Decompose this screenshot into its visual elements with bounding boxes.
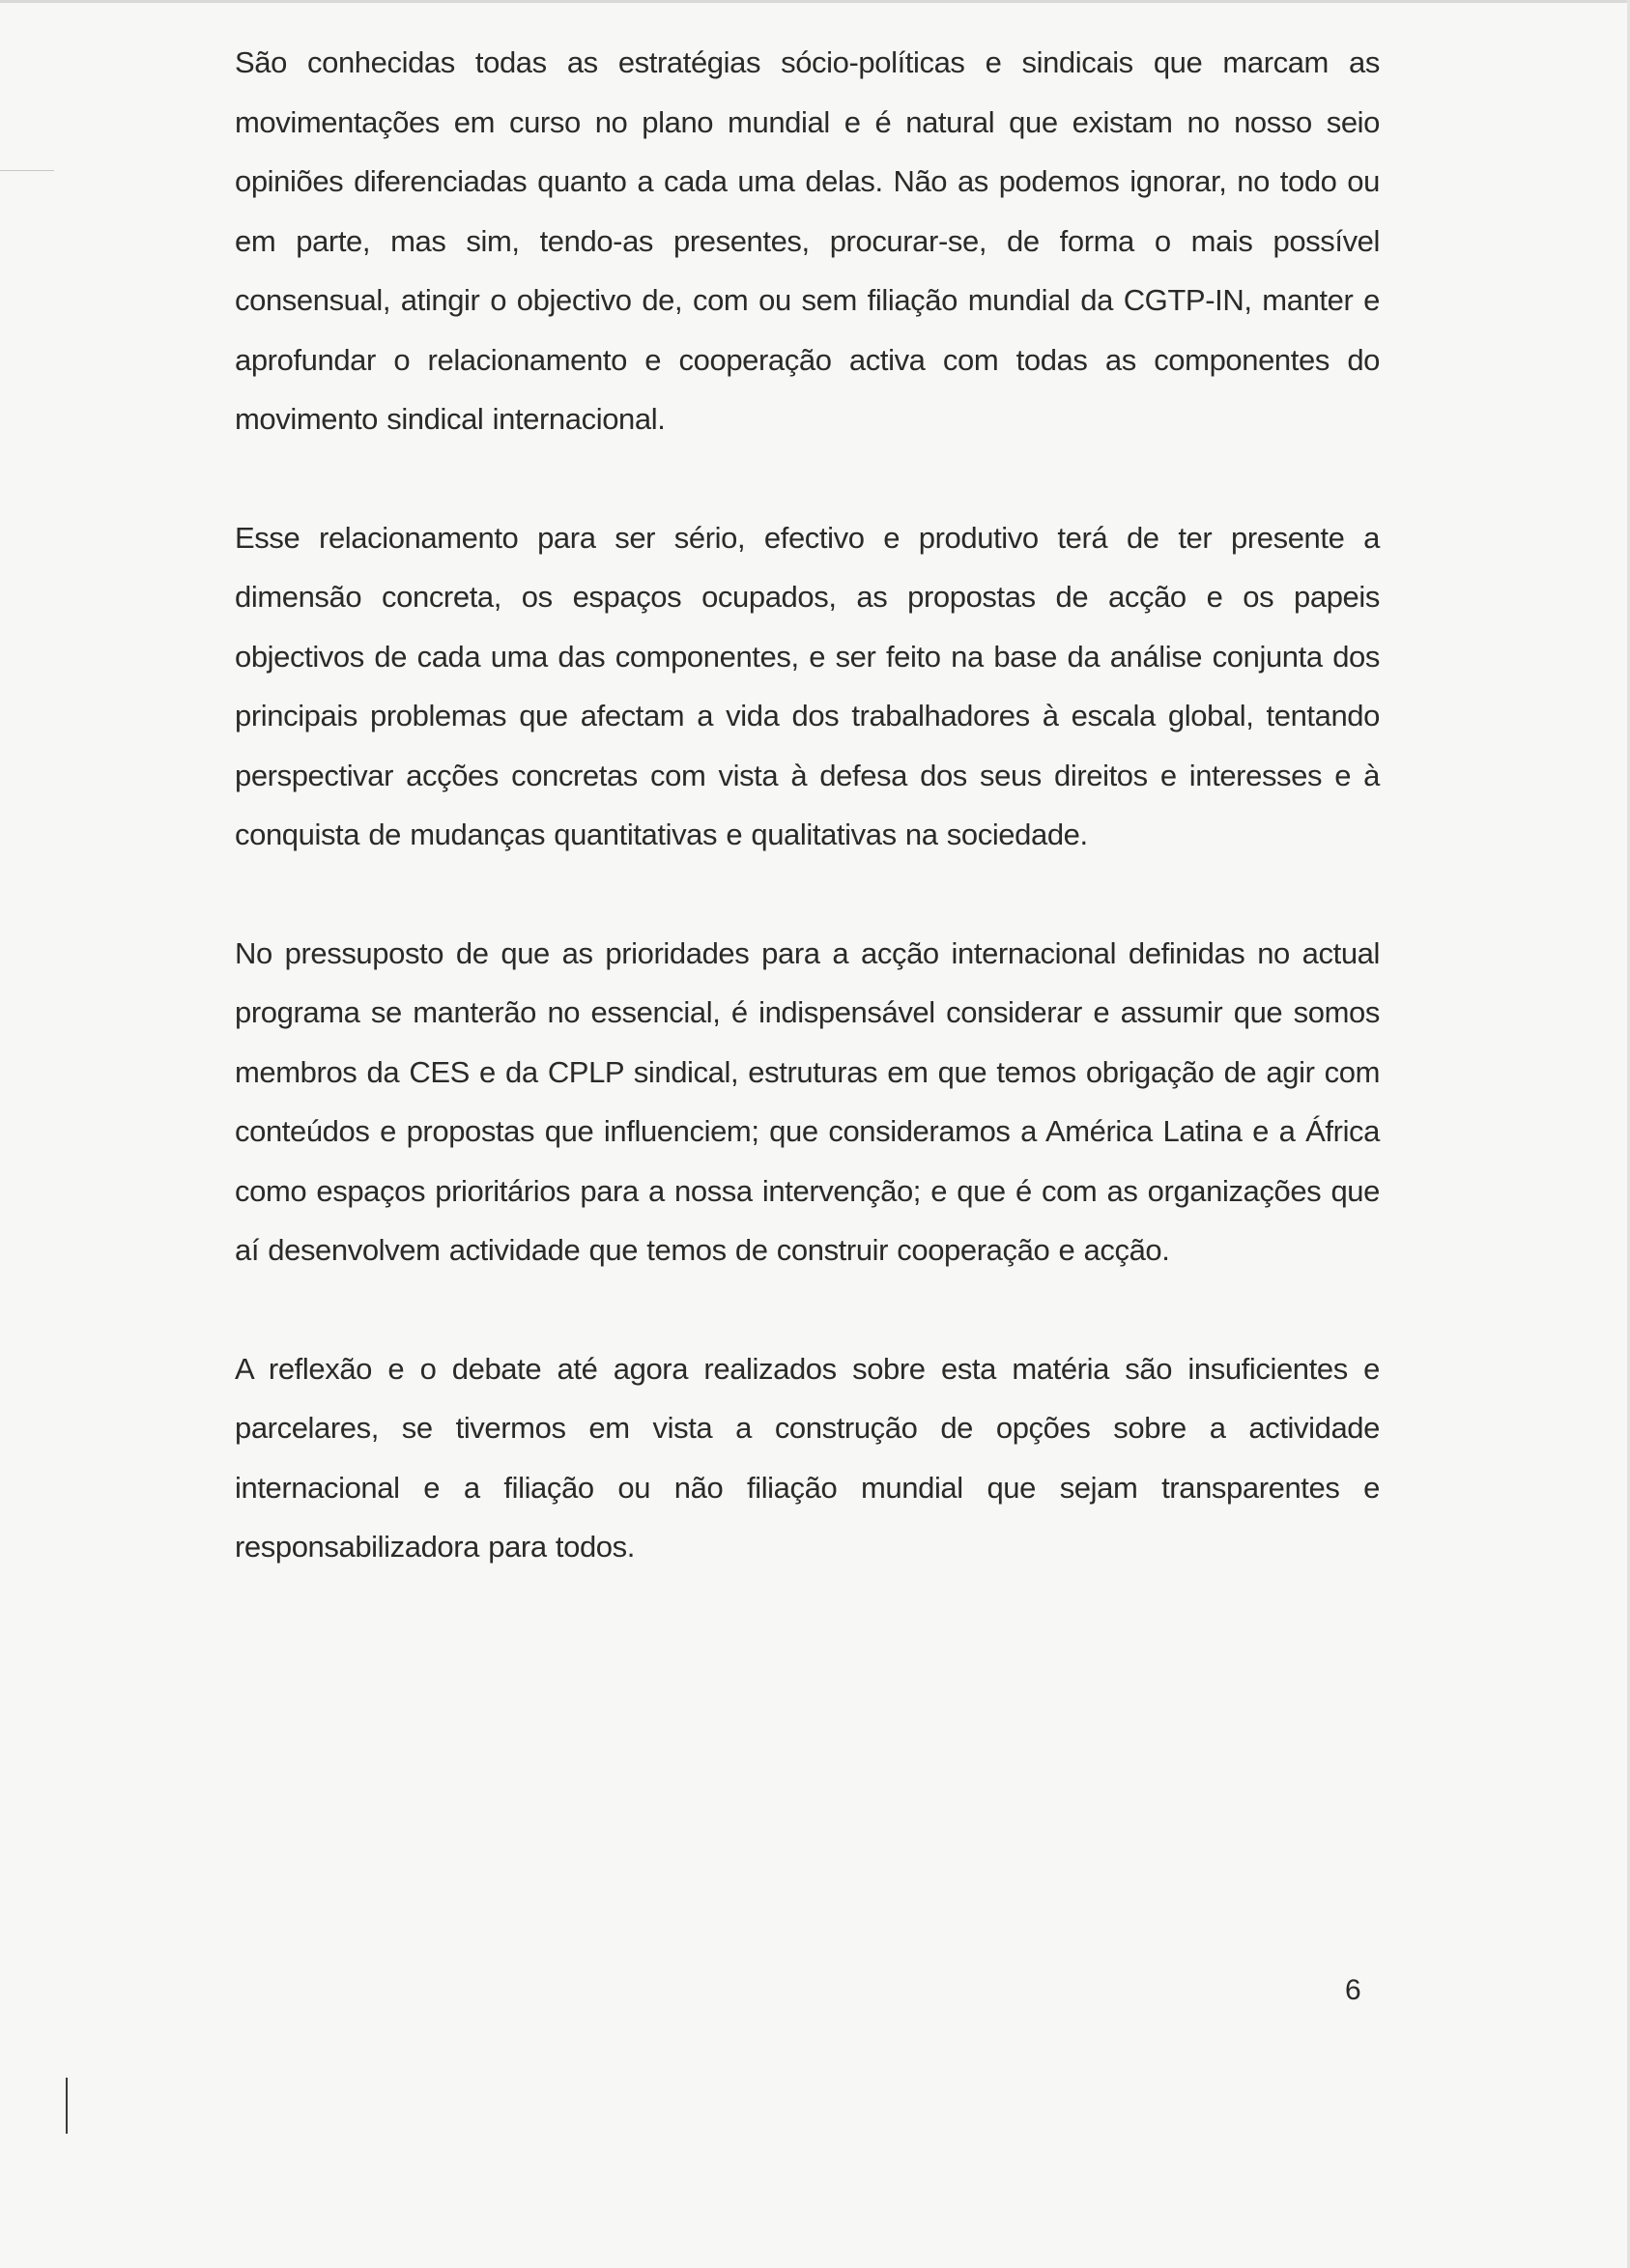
paragraph-3: No pressuposto de que as prioridades para a acção internacional definidas no actual programa se manterão no essencial, é indispensável considerar e assumir que somos membros da CES e da CPLP sindical, estruturas em que temos obrigação de agir com conteúdos e propostas que influenciem; que consideramos a América Latina e a África como espaços prioritários para a nossa intervenção; e que é com as organizações que aí desenvolvem actividade que temos de construir cooperação e acção. — [235, 935, 1380, 1267]
scan-mark-top — [0, 170, 54, 171]
paragraph-2: Esse relacionamento para ser sério, efectivo e produtivo terá de ter presente a dimensão concreta, os espaços ocupados, as propostas de acção e os papeis objectivos de cada uma das componentes, e ser feito na base da análise conjunta dos principais problemas que afectam a vida dos trabalhadores à escala global, tentando perspectivar acções concretas com vista à defesa dos seus direitos e interesses e à conquista de mudanças quantitativas e qualitativas na sociedade. — [235, 520, 1380, 851]
document-body — [235, 33, 1380, 1577]
page-number: 6 — [1345, 1974, 1361, 2006]
paragraph-4: A reflexão e o debate até agora realizados sobre esta matéria são insuficientes e parcelares, se tivermos em vista a construção de opções sobre a actividade internacional e a filiação ou não filiação mundial que sejam transparentes e responsabilizadora para todos. — [235, 1351, 1380, 1564]
page-edge-top — [0, 0, 1630, 3]
scan-mark-left — [66, 2078, 68, 2134]
paragraph-1: São conhecidas todas as estratégias sócio-políticas e sindicais que marcam as movimentações em curso no plano mundial e é natural que existam no nosso seio opiniões diferenciadas quanto a cada uma delas. Não as podemos ignorar, no todo ou em parte, mas sim, tendo-as presentes, procurar-se, de forma o mais possível consensual, atingir o objectivo de, com ou sem filiação mundial da CGTP-IN, manter e aprofundar o relacionamento e cooperação activa com todas as componentes do movimento sindical internacional. — [235, 45, 1380, 436]
